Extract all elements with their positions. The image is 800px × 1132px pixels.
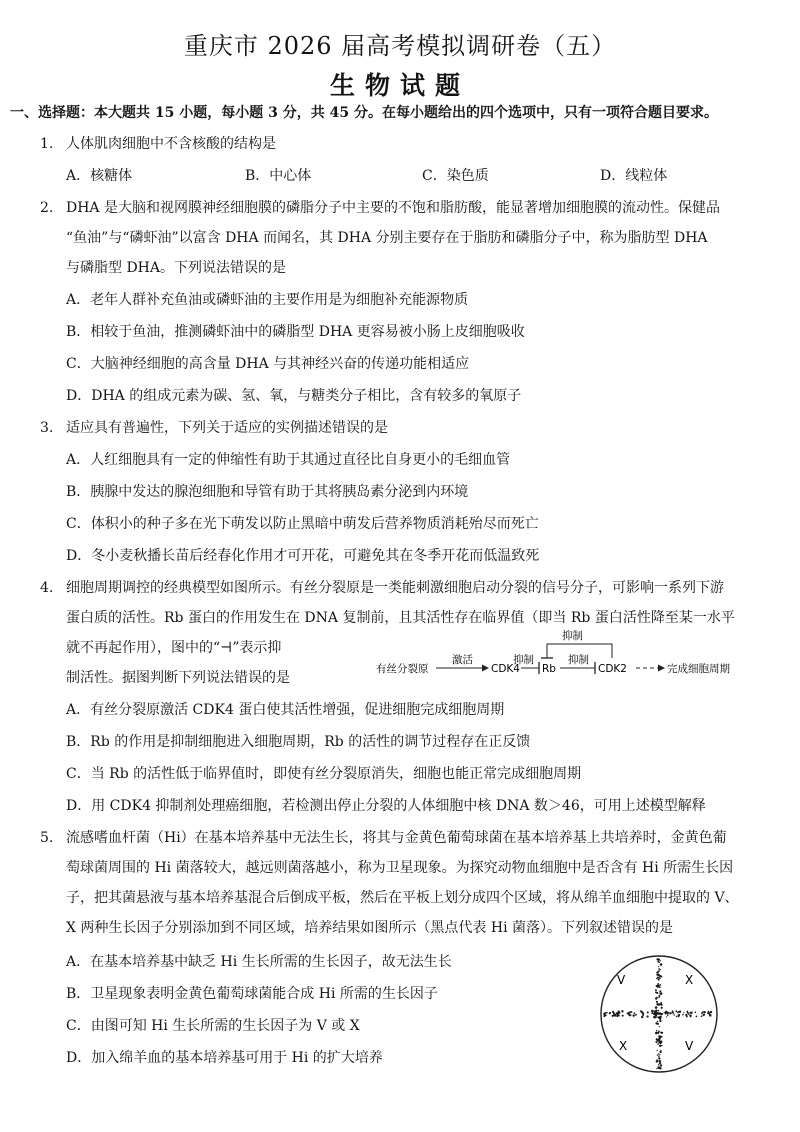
- colony-dot: [659, 990, 661, 992]
- colony-dot: [658, 995, 660, 997]
- colony-dot: [661, 1032, 663, 1034]
- question-number: 1.: [40, 136, 54, 152]
- question-stem-line: 细胞周期调控的经典模型如图所示。有丝分裂原是一类能刺激细胞启动分裂的信号分子，可影响一系列下游: [66, 580, 724, 596]
- colony-dot: [656, 972, 657, 973]
- colony-dot: [658, 979, 660, 981]
- colony-dot: [670, 1013, 671, 1014]
- colony-dot: [660, 1014, 662, 1016]
- colony-dot: [711, 1012, 712, 1013]
- colony-dot: [660, 1032, 661, 1033]
- colony-dot: [659, 1020, 661, 1022]
- colony-dot: [658, 1066, 661, 1069]
- option-c: C．体积小的种子多在光下萌发以防止黑暗中萌发后营养物质消耗殆尽而死亡: [66, 516, 539, 532]
- colony-dot: [655, 1016, 657, 1018]
- colony-dot: [659, 1016, 662, 1019]
- colony-dot: [658, 1053, 659, 1054]
- colony-dot: [659, 1026, 660, 1027]
- colony-dot: [660, 1064, 662, 1066]
- colony-dot: [658, 961, 660, 963]
- option-b: B．卫星现象表明金黄色葡萄球菌能合成 Hi 所需的生长因子: [66, 986, 438, 1002]
- colony-dot: [606, 1012, 608, 1014]
- diagram-inhibit-label: 抑制: [562, 630, 583, 642]
- colony-dot: [609, 1012, 611, 1014]
- option-a: A．老年人群补充鱼油或磷虾油的主要作用是为细胞补充能源物质: [66, 292, 469, 308]
- option-c: C．当 Rb 的活性低于临界值时，即使有丝分裂原消失，细胞也能正常完成细胞周期: [66, 766, 582, 782]
- colony-dot: [658, 966, 659, 967]
- colony-dot: [688, 1013, 690, 1015]
- question-stem: 适应具有普遍性，下列关于适应的实例描述错误的是: [66, 420, 388, 436]
- question-stem-line: 萄球菌周围的 Hi 菌落较大，越远则菌落越小，称为卫星现象。为探究动物血细胞中是否含有 Hi 所需生长因: [66, 860, 734, 876]
- colony-dot: [651, 1010, 654, 1013]
- colony-dot: [673, 1014, 674, 1015]
- colony-dot: [696, 1016, 698, 1018]
- colony-dot: [676, 1016, 678, 1018]
- colony-dot: [660, 1003, 662, 1005]
- colony-dot: [612, 1015, 614, 1017]
- region-label-br: V: [685, 1039, 694, 1053]
- colony-dot: [704, 1011, 706, 1013]
- colony-dot: [656, 992, 658, 994]
- colony-dot: [660, 984, 661, 985]
- colony-dot: [660, 1036, 662, 1038]
- cell-cycle-diagram: [376, 628, 756, 686]
- subject-title: 生物试题: [329, 71, 470, 100]
- question-stem-line: X 两种生长因子分别添加到不同区域，培养结果如图所示（黑点代表 Hi 菌落）。下列叙述错误的是: [66, 920, 674, 936]
- colony-dot: [710, 1015, 712, 1017]
- colony-dot: [658, 1057, 660, 1059]
- colony-dot: [658, 997, 660, 999]
- question-stem-line: 子，把其菌悬液与基本培养基混合后倒成平板，然后在平板上划分成四个区域，将从绵羊血细胞中提取的 V、: [66, 890, 739, 906]
- colony-dot: [658, 1010, 660, 1012]
- diagram-inhibit-label: 抑制: [513, 654, 534, 666]
- colony-dot: [640, 1010, 642, 1012]
- colony-dot: [657, 983, 659, 985]
- colony-dot: [701, 1015, 703, 1017]
- option-d: D．加入绵羊血的基本培养基可用于 Hi 的扩大培养: [66, 1050, 383, 1066]
- question-stem-line: 蛋白质的活性。Rb 蛋白的作用发生在 DNA 复制前，且其活性存在临界值（即当 Rb 蛋白活性降至某一水平: [66, 610, 735, 626]
- question-stem-line: 流感嗜血杆菌（Hi）在基本培养基中无法生长，将其与金黄色葡萄球菌在基本培养基上共培养时，金黄色葡: [66, 830, 727, 846]
- diagram-activate-label: 激活: [452, 654, 473, 666]
- colony-dot: [656, 1030, 658, 1032]
- colony-dot: [622, 1015, 624, 1017]
- colony-dot: [689, 1012, 691, 1014]
- colony-dot: [618, 1012, 620, 1014]
- question-stem-line: 就不再起作用），图中的“⊣”表示抑: [66, 640, 282, 656]
- exam-title: 重庆市 2026 届高考模拟调研卷（五）: [183, 32, 617, 60]
- option-c: C．由图可知 Hi 生长所需的生长因子为 V 或 X: [66, 1018, 360, 1034]
- colony-dot: [665, 1011, 667, 1013]
- colony-dot: [629, 1012, 631, 1014]
- colony-dot: [678, 1014, 680, 1016]
- colony-dot: [708, 1011, 710, 1013]
- question-stem-line: 制活性。据图判断下列说法错误的是: [66, 670, 290, 686]
- colony-dot: [659, 987, 660, 988]
- colony-dot: [657, 1050, 658, 1051]
- colony-dot: [657, 1012, 658, 1013]
- colony-dot: [656, 1041, 658, 1043]
- option-a: A．有丝分裂原激活 CDK4 蛋白使其活性增强，促进细胞完成细胞周期: [66, 702, 505, 718]
- colony-dot: [658, 1060, 661, 1063]
- colony-dot: [616, 1012, 618, 1014]
- question-number: 2.: [40, 200, 54, 216]
- colony-dot: [633, 1014, 635, 1016]
- colony-dot: [647, 1011, 649, 1013]
- diagram-complete-label: 完成细胞周期: [667, 663, 730, 675]
- option-c: C．染色质: [422, 168, 489, 184]
- petri-dish-figure: [595, 950, 725, 1080]
- colony-dot: [659, 969, 660, 970]
- option-a: A．核糖体: [66, 168, 133, 184]
- option-d: D．DHA 的组成元素为碳、氢、氧，与糖类分子相比，含有较多的氧原子: [66, 388, 522, 404]
- colony-dot: [660, 960, 661, 961]
- colony-dot: [642, 1012, 644, 1014]
- colony-dot: [641, 1016, 643, 1018]
- colony-dot: [694, 1011, 696, 1013]
- diagram-rb-label: Rb: [542, 663, 556, 675]
- diagram-arrowhead: [482, 665, 489, 672]
- section-heading: 一、选择题：本大题共 15 小题，每小题 3 分，共 45 分。在每小题给出的四个选项中，只有一项符合题目要求。: [10, 105, 718, 121]
- colony-dot: [667, 1014, 669, 1016]
- region-label-bl: X: [619, 1039, 628, 1053]
- colony-dot: [661, 1007, 663, 1009]
- colony-dot: [618, 1015, 620, 1017]
- colony-dot: [635, 1014, 637, 1016]
- question-stem: 人体肌肉细胞中不含核酸的结构是: [66, 136, 276, 152]
- colony-dot: [660, 1042, 662, 1044]
- colony-dot: [659, 1045, 661, 1047]
- colony-dot: [689, 1014, 690, 1015]
- colony-dot: [656, 997, 658, 999]
- colony-dot: [646, 1015, 648, 1017]
- colony-dot: [657, 1054, 658, 1055]
- colony-dot: [703, 1013, 705, 1015]
- option-a: A．人红细胞具有一定的伸缩性有助于其通过直径比自身更小的毛细血管: [66, 452, 511, 468]
- question-stem-line: DHA 是大脑和视网膜神经细胞膜的磷脂分子中主要的不饱和脂肪酸，能显著增加细胞膜的流动性。保健品: [66, 200, 720, 216]
- colony-dot: [628, 1013, 630, 1015]
- colony-dot: [658, 1064, 659, 1065]
- colony-dot: [657, 1043, 659, 1045]
- colony-dot: [603, 1015, 605, 1017]
- colony-dot: [682, 1014, 684, 1016]
- colony-dot: [672, 1011, 674, 1013]
- question-stem-line: 与磷脂型 DHA。下列说法错误的是: [66, 260, 286, 276]
- colony-dot: [675, 1010, 677, 1012]
- colony-dot: [658, 975, 660, 977]
- colony-dot: [683, 1012, 684, 1013]
- question-stem-line: “鱼油”与“磷虾油”以富含 DHA 而闻名，其 DHA 分别主要存在于脂肪和磷脂分子中，称为脂肪型 DHA: [66, 230, 708, 246]
- question-number: 3.: [40, 420, 54, 436]
- colony-dot: [614, 1015, 616, 1017]
- colony-dot: [660, 975, 662, 977]
- option-c: C．大脑神经细胞的高含量 DHA 与其神经兴奋的传递功能相适应: [66, 356, 470, 372]
- diagram-cdk4-label: CDK4: [491, 663, 520, 675]
- colony-dot: [656, 1068, 657, 1069]
- option-b: B．胰腺中发达的腺泡细胞和导管有助于其将胰岛素分泌到内环境: [66, 484, 469, 500]
- colony-dot: [659, 1051, 661, 1053]
- colony-dot: [658, 977, 660, 979]
- colony-dot: [657, 1023, 659, 1025]
- colony-dot: [679, 1011, 681, 1013]
- colony-dot: [660, 963, 663, 966]
- diagram-arrowhead: [658, 665, 665, 672]
- option-d: D．线粒体: [600, 168, 668, 184]
- diagram-mitogen-label: 有丝分裂原: [376, 663, 429, 675]
- colony-dot: [686, 1016, 688, 1018]
- colony-dot: [659, 1063, 660, 1064]
- colony-dot: [701, 1012, 703, 1014]
- colony-dot: [656, 978, 657, 979]
- option-b: B．Rb 的作用是抑制细胞进入细胞周期，Rb 的活性的调节过程存在正反馈: [66, 734, 531, 750]
- question-number: 5.: [40, 830, 54, 846]
- colony-dot: [656, 1015, 658, 1017]
- colony-dot: [666, 1016, 667, 1017]
- colony-dot: [656, 1001, 658, 1003]
- colony-dot: [634, 1012, 636, 1014]
- colony-dot: [657, 985, 660, 988]
- colony-dot: [656, 1038, 658, 1040]
- colony-dot: [655, 1006, 658, 1009]
- colony-dot: [659, 1054, 660, 1055]
- colony-dot: [658, 959, 660, 961]
- colony-dot: [691, 1011, 692, 1012]
- question-number: 4.: [40, 580, 54, 596]
- colony-dot: [657, 1021, 658, 1022]
- colony-dot: [603, 1013, 605, 1015]
- option-b: B．相较于鱼油，推测磷虾油中的磷脂型 DHA 更容易被小肠上皮细胞吸收: [66, 324, 525, 340]
- colony-dot: [621, 1010, 623, 1012]
- colony-dot: [658, 1030, 659, 1031]
- region-label-tl: V: [617, 973, 626, 987]
- colony-dot: [655, 989, 657, 991]
- colony-dot: [655, 1032, 657, 1034]
- colony-dot: [658, 1056, 660, 1058]
- option-d: D．冬小麦秋播长苗后经春化作用才可开花，可避免其在冬季开花而低温致死: [66, 548, 540, 564]
- diagram-cdk2-label: CDK2: [598, 663, 627, 675]
- option-a: A．在基本培养基中缺乏 Hi 生长所需的生长因子，故无法生长: [66, 954, 452, 970]
- option-b: B．中心体: [245, 168, 312, 184]
- colony-dot: [656, 1060, 658, 1062]
- colony-dot: [631, 1011, 633, 1013]
- diagram-inhibit-label: 抑制: [568, 654, 589, 666]
- region-label-tr: X: [685, 973, 694, 987]
- colony-dot: [654, 1011, 657, 1014]
- colony-dot: [660, 992, 663, 995]
- option-d: D．用 CDK4 抑制剂处理癌细胞，若检测出停止分裂的人体细胞中核 DNA 数＞46，可用上述模型解释: [66, 798, 706, 814]
- colony-dot: [651, 1012, 653, 1014]
- colony-dot: [657, 1003, 659, 1005]
